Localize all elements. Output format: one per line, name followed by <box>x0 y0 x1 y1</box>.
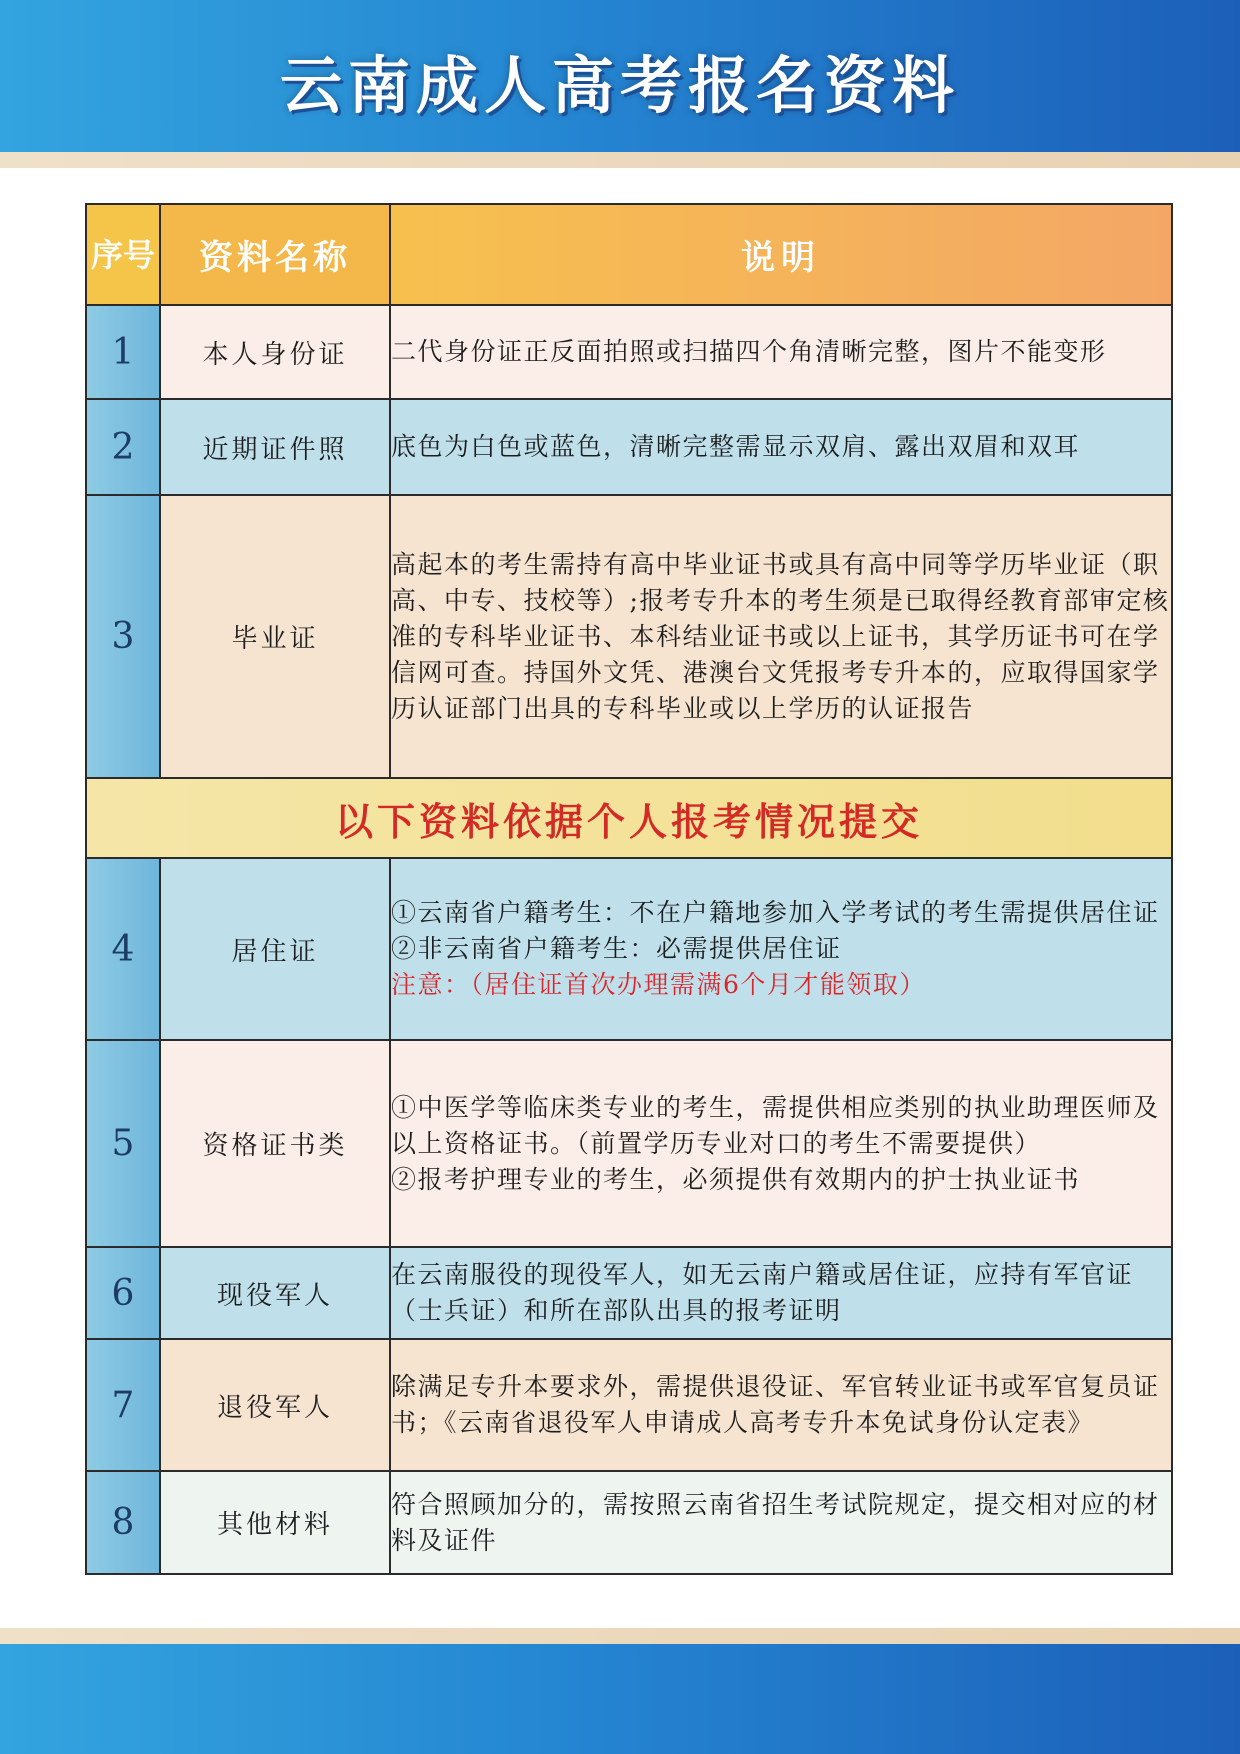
description-line: 高起本的考生需持有高中毕业证书或具有高中同等学历毕业证（职高、中专、技校等）;报考专升本的考生须是已取得经教育部审定核准的专科毕业证书、本科结业证书或以上证书，其学历证书可在学信网可查。持国外文凭、港澳台文凭报考专升本的，应取得国家学历认证部门出具的专科毕业或以上学历的认证报告 <box>391 549 1170 723</box>
row-number: 2 <box>86 399 160 495</box>
row-description <box>390 1247 1172 1339</box>
row-name: 居住证 <box>160 858 390 1040</box>
row-description <box>390 1471 1172 1574</box>
page-title: 云南成人高考报名资料 <box>279 49 960 122</box>
row-description <box>390 858 1172 1040</box>
header-cell-desc: 说明 <box>390 204 1172 305</box>
row-name: 资格证书类 <box>160 1040 390 1247</box>
row-description <box>390 399 1172 495</box>
table-row <box>86 495 1172 778</box>
section-divider-row <box>86 778 1172 858</box>
description-line: 除满足专升本要求外，需提供退役证、军官转业证书或军官复员证书；《云南省退役军人申请成人高考专升本免试身份认定表》 <box>391 1372 1160 1437</box>
row-description <box>390 305 1172 399</box>
row-name: 近期证件照 <box>160 399 390 495</box>
table-row <box>86 399 1172 495</box>
description-line: ①中医学等临床类专业的考生，需提供相应类别的执业助理医师及以上资格证书。（前置学历专业对口的考生不需要提供） <box>391 1092 1160 1158</box>
description-line: ①云南省户籍考生：不在户籍地参加入学考试的考生需提供居住证 <box>391 898 1160 927</box>
table-row <box>86 858 1172 1040</box>
section-divider: 以下资料依据个人报考情况提交 <box>86 778 1172 858</box>
row-name: 退役军人 <box>160 1339 390 1471</box>
header-divider <box>0 152 1240 168</box>
table-row <box>86 1471 1172 1574</box>
row-number: 5 <box>86 1040 160 1247</box>
row-description <box>390 1339 1172 1471</box>
table-row <box>86 305 1172 399</box>
description-line: 符合照顾加分的，需按照云南省招生考试院规定，提交相对应的材料及证件 <box>391 1489 1160 1555</box>
header-cell-no: 序号 <box>86 204 160 305</box>
row-name: 现役军人 <box>160 1247 390 1339</box>
description-line: 底色为白色或蓝色，清晰完整需显示双肩、露出双眉和双耳 <box>391 432 1081 461</box>
row-number: 6 <box>86 1247 160 1339</box>
header-cell-name: 资料名称 <box>160 204 390 305</box>
description-line: 二代身份证正反面拍照或扫描四个角清晰完整，图片不能变形 <box>391 337 1107 366</box>
description-line: ②非云南省户籍考生：必需提供居住证 <box>391 934 842 963</box>
row-description <box>390 1040 1172 1247</box>
footer-banner <box>0 1644 1240 1754</box>
table-row <box>86 1040 1172 1247</box>
materials-table <box>85 203 1173 1575</box>
table-row <box>86 1247 1172 1339</box>
table-header-row <box>86 204 1172 305</box>
row-name: 其他材料 <box>160 1471 390 1574</box>
row-number: 1 <box>86 305 160 399</box>
row-number: 8 <box>86 1471 160 1574</box>
row-number: 3 <box>86 495 160 778</box>
warning-note: 注意：（居住证首次办理需满6个月才能领取） <box>391 970 926 999</box>
row-number: 4 <box>86 858 160 1040</box>
row-description <box>390 495 1172 778</box>
table-row <box>86 1339 1172 1471</box>
description-line: ②报考护理专业的考生，必须提供有效期内的护士执业证书 <box>391 1164 1081 1194</box>
row-name: 本人身份证 <box>160 305 390 399</box>
footer-divider <box>0 1628 1240 1644</box>
row-number: 7 <box>86 1339 160 1471</box>
description-line: 在云南服役的现役军人，如无云南户籍或居住证，应持有军官证（士兵证）和所在部队出具的报考证明 <box>391 1260 1134 1325</box>
row-name: 毕业证 <box>160 495 390 778</box>
